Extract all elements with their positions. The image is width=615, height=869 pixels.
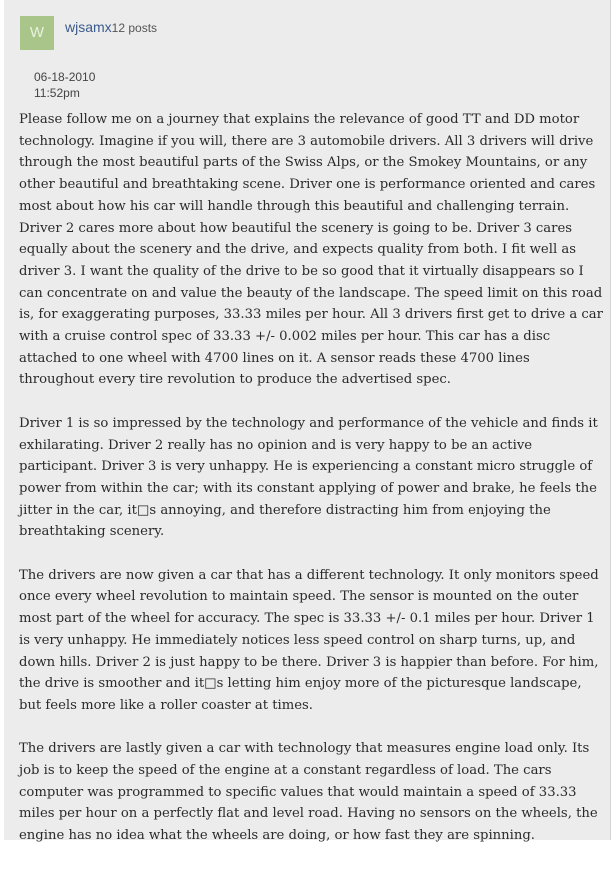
post-paragraph: The drivers are lastly given a car with technology that measures engine load only. Its job is to keep the speed of the engine at a constant regardless of load. The cars computer was programmed to specific values that would maintain a speed of 33.33 miles per hour on a perfectly flat and level road. Having no sensors on the wheels, the engine has no idea what the wheels are doing, or how fast they are spinning. <box>19 741 598 844</box>
author-line <box>65 19 157 37</box>
post-body <box>19 109 604 869</box>
post-timestamp <box>34 69 95 101</box>
username-link[interactable]: wjsamx <box>65 19 112 35</box>
avatar[interactable]: W <box>20 16 54 50</box>
post-paragraph: Please follow me on a journey that explains the relevance of good TT and DD motor technology. Imagine if you will, there are 3 automobile drivers. All 3 drivers will drive through the most beautiful parts of the Swiss Alps, or the Smokey Mountains, or any other beautiful and breathtaking scene. Driver one is performance oriented and cares most about how his car will handle through this beautiful and challenging terrain. Driver 2 cares more about how beautiful the scenery is going to be. Driver 3 cares equally about the scenery and the drive, and expects quality from both. I fit well as driver 3. I want the quality of the drive to be so good that it virtually disappears so I can concentrate on and value the beauty of the landscape. The speed limit on this road is, for exaggerating purposes, 33.33 miles per hour. All 3 drivers first get to drive a car with a cruise control spec of 33.33 +/- 0.002 miles per hour. This car has a disc attached to one wheel with 4700 lines on it. A sensor reads these 4700 lines throughout every tire revolution to produce the advertised spec. <box>19 112 603 388</box>
post-paragraph: The drivers are now given a car that has a different technology. It only monitors speed once every wheel revolution to maintain speed. The sensor is mounted on the outer most part of the wheel for accuracy. The spec is 33.33 +/- 0.1 miles per hour. Driver 1 is very unhappy. He immediately notices less speed control on sharp turns, up, and down hills. Driver 2 is just happy to be there. Driver 3 is happier than before. For him, the drive is smoother and it□s letting him enjoy more of the picturesque landscape, but feels more like a roller coaster at times. <box>19 567 599 713</box>
post-date: 06-18-2010 <box>34 70 96 84</box>
post-count: 12 posts <box>111 21 158 35</box>
forum-post <box>4 0 611 844</box>
post-time: 11:52pm <box>34 86 80 100</box>
post-paragraph: Driver 1 is so impressed by the technology and performance of the vehicle and finds it exhilarating. Driver 2 really has no opinion and is very happy to be an active participant. Driver 3 is very unhappy. He is experiencing a constant micro struggle of power from within the car; with its constant applying of power and brake, he feels the jitter in the car, it□s annoying, and therefore distracting him from enjoying the breathtaking scenery. <box>19 415 598 540</box>
